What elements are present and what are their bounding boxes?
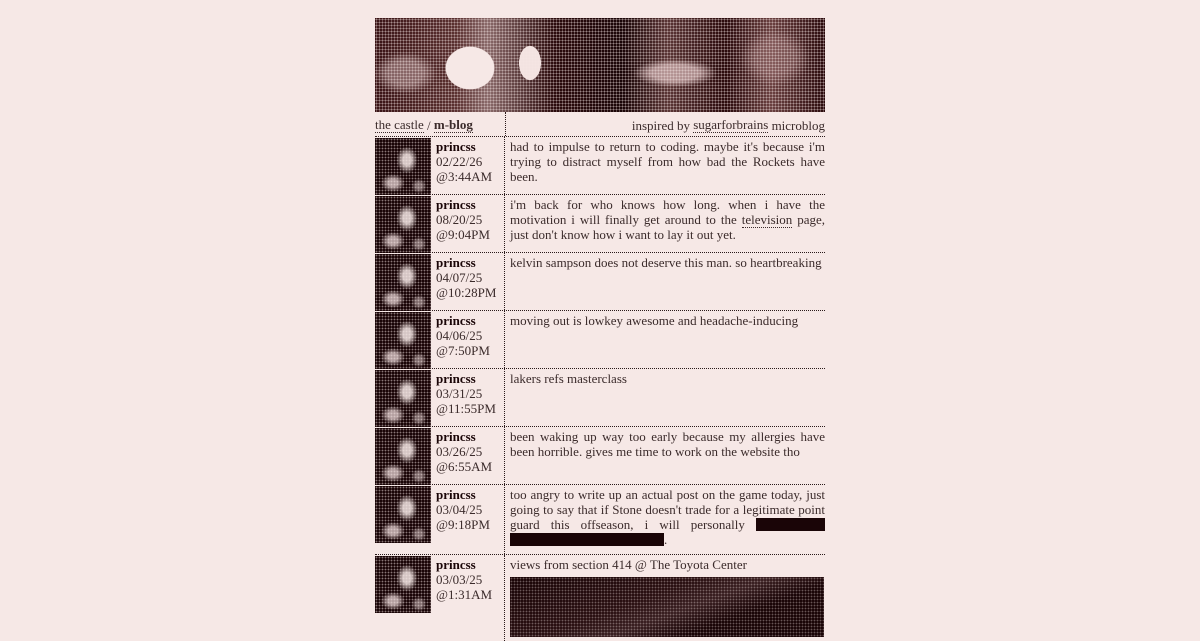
breadcrumb-home-link[interactable]: the castle xyxy=(375,117,424,132)
avatar xyxy=(375,312,431,369)
post-meta xyxy=(375,485,505,554)
breadcrumb xyxy=(375,112,506,136)
post-date: 08/20/25 xyxy=(436,212,483,227)
post-meta xyxy=(375,427,505,484)
post-text: page, just don't know how i want to lay it out yet. xyxy=(510,212,825,242)
credit-suffix: microblog xyxy=(768,118,825,133)
post-item xyxy=(375,555,825,641)
avatar xyxy=(375,486,431,543)
avatar xyxy=(375,556,431,613)
post-item xyxy=(375,137,825,195)
post-meta xyxy=(375,555,505,641)
post-text-end: . xyxy=(664,532,668,547)
post-item xyxy=(375,253,825,311)
post-item xyxy=(375,485,825,555)
post-username: princss xyxy=(436,429,476,444)
television-link[interactable]: television xyxy=(741,212,793,227)
post-text: i'm back for who knows how long. when i have the motivation i will finally get around to the xyxy=(510,197,825,227)
post-body: kelvin sampson does not deserve this man. so heartbreaking xyxy=(510,255,822,270)
post-date: 03/03/25 xyxy=(436,572,483,587)
sugarforbrains-link[interactable]: sugarforbrains xyxy=(693,117,769,132)
post-photo xyxy=(510,577,824,637)
post-meta xyxy=(375,311,505,368)
post-time: @7:50PM xyxy=(436,343,490,358)
header-banner-image xyxy=(375,18,825,112)
credit-prefix: inspired by xyxy=(631,118,694,133)
post-time: @6:55AM xyxy=(436,459,493,474)
post-time: @1:31AM xyxy=(436,587,493,602)
post-time: @10:28PM xyxy=(436,285,497,300)
post-time: @11:55PM xyxy=(436,401,496,416)
post-username: princss xyxy=(436,487,476,502)
post-body: been waking up way too early because my allergies have been horrible. gives me time to work on the website tho xyxy=(510,429,825,459)
post-item xyxy=(375,311,825,369)
post-username: princss xyxy=(436,557,476,572)
avatar xyxy=(375,196,431,253)
post-item xyxy=(375,427,825,485)
post-date: 03/31/25 xyxy=(436,386,483,401)
post-meta xyxy=(375,369,505,426)
post-username: princss xyxy=(436,371,476,386)
post-time: @9:18PM xyxy=(436,517,490,532)
avatar xyxy=(375,254,431,311)
post-username: princss xyxy=(436,197,476,212)
post-item xyxy=(375,195,825,253)
post-text: too angry to write up an actual post on the game today, just going to say that if Stone doesn't trade for a legitimate point guard this offseason, i will personally xyxy=(510,487,825,532)
post-date: 02/22/26 xyxy=(436,154,483,169)
post-body: moving out is lowkey awesome and headache-inducing xyxy=(510,313,799,328)
avatar xyxy=(375,138,431,195)
post-body xyxy=(505,195,825,252)
redaction-block xyxy=(756,518,825,531)
post-date: 03/04/25 xyxy=(436,502,483,517)
breadcrumb-separator: / xyxy=(423,118,434,133)
avatar xyxy=(375,370,431,427)
post-username: princss xyxy=(436,139,476,154)
post-username: princss xyxy=(436,313,476,328)
post-time: @3:44AM xyxy=(436,169,493,184)
post-item xyxy=(375,369,825,427)
post-meta xyxy=(375,195,505,252)
post-text: views from section 414 @ The Toyota Center xyxy=(510,557,747,572)
credit xyxy=(506,112,825,136)
post-body xyxy=(505,555,825,641)
post-date: 03/26/25 xyxy=(436,444,483,459)
breadcrumb-current-link[interactable]: m-blog xyxy=(433,117,473,132)
post-body: had to impulse to return to coding. maybe it's because i'm trying to distract myself from how bad the Rockets have been. xyxy=(510,139,825,184)
post-time: @9:04PM xyxy=(436,227,490,242)
post-meta xyxy=(375,137,505,194)
post-body: lakers refs masterclass xyxy=(510,371,627,386)
post-date: 04/07/25 xyxy=(436,270,483,285)
post-meta xyxy=(375,253,505,310)
avatar xyxy=(375,428,431,485)
post-date: 04/06/25 xyxy=(436,328,483,343)
redaction-block xyxy=(510,533,664,546)
post-body xyxy=(505,485,825,554)
page-container xyxy=(375,18,825,641)
nav-row xyxy=(375,112,825,137)
post-username: princss xyxy=(436,255,476,270)
